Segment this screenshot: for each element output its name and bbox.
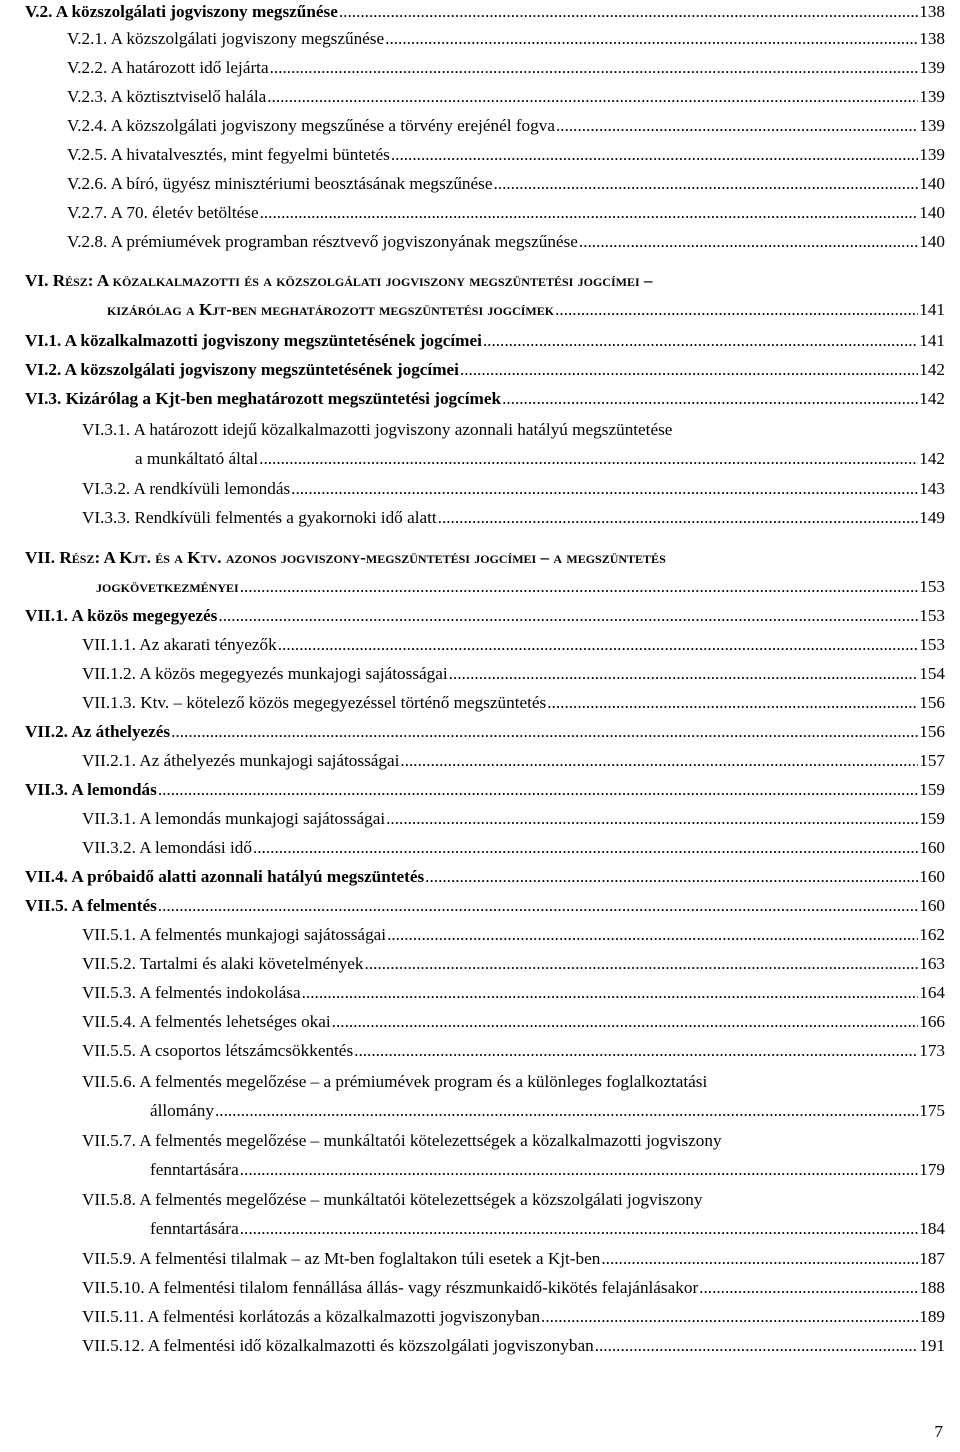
toc-page-number: 141 bbox=[919, 331, 945, 350]
toc-leader-dots bbox=[215, 1101, 918, 1121]
toc-entry[interactable] bbox=[25, 389, 945, 409]
toc-leader-dots bbox=[339, 2, 918, 22]
toc-entry-label: VII.5.3. A felmentés indokolása bbox=[82, 983, 301, 1002]
toc-entry-label: VII.2. Az áthelyezés bbox=[25, 722, 171, 741]
toc-entry-label: VII.5.10. A felmentési tilalom fennállása állás- vagy részmunkaidő-kikötés felajánlásakor bbox=[82, 1278, 699, 1297]
toc-leader-dots bbox=[260, 203, 919, 223]
toc-entry[interactable] bbox=[82, 1336, 945, 1356]
toc-page-number: 142 bbox=[919, 360, 945, 379]
toc-entry-label-continued: jogkövetkezményei bbox=[96, 577, 239, 596]
toc-entry-label: V.2.7. A 70. életév betöltése bbox=[67, 203, 259, 222]
toc-page-number: 153 bbox=[919, 635, 945, 654]
toc-entry[interactable] bbox=[67, 116, 945, 136]
toc-leader-dots bbox=[240, 577, 919, 597]
toc-entry-label: V.2.5. A hivatalvesztés, mint fegyelmi büntetés bbox=[67, 145, 390, 164]
toc-page-number: 156 bbox=[919, 722, 945, 741]
toc-leader-dots bbox=[555, 300, 918, 320]
toc-page-number: 166 bbox=[919, 1012, 945, 1031]
toc-leader-dots bbox=[386, 809, 918, 829]
toc-page-number: 142 bbox=[919, 449, 945, 468]
toc-leader-dots bbox=[259, 449, 918, 469]
toc-entry-label: VII. Rész: A Kjt. és a Ktv. azonos jogviszony-megszüntetési jogcímei – a megszüntetés bbox=[25, 548, 666, 567]
toc-leader-dots bbox=[595, 1336, 919, 1356]
toc-entry[interactable] bbox=[25, 548, 945, 597]
toc-page-number: 142 bbox=[919, 389, 945, 408]
toc-page-number: 139 bbox=[919, 116, 945, 135]
toc-leader-dots bbox=[171, 722, 918, 742]
toc-entry-label: VII.5.2. Tartalmi és alaki követelmények bbox=[82, 954, 364, 973]
toc-entry-label: VII.1.2. A közös megegyezés munkajogi sajátosságai bbox=[82, 664, 448, 683]
toc-entry[interactable] bbox=[67, 203, 945, 223]
toc-page-number: 141 bbox=[919, 300, 945, 319]
toc-page-number: 159 bbox=[919, 780, 945, 799]
toc-entry[interactable] bbox=[82, 1041, 945, 1061]
toc-entry-label: VII.3. A lemondás bbox=[25, 780, 157, 799]
toc-leader-dots bbox=[579, 232, 918, 252]
toc-entry-label: VII.5.7. A felmentés megelőzése – munkáltatói kötelezettségek a közalkalmazotti jogviszony bbox=[82, 1131, 722, 1150]
toc-entry-label: V.2. A közszolgálati jogviszony megszűnése bbox=[25, 2, 338, 21]
toc-page-number: 157 bbox=[919, 751, 945, 770]
toc-entry[interactable] bbox=[25, 331, 945, 351]
toc-entry-label: VII.5.8. A felmentés megelőzése – munkáltatói kötelezettségek a közszolgálati jogviszony bbox=[82, 1190, 703, 1209]
toc-page-number: 143 bbox=[919, 479, 945, 498]
toc-page-number: 179 bbox=[919, 1160, 945, 1179]
toc-leader-dots bbox=[547, 693, 918, 713]
toc-entry-label-continued: a munkáltató által bbox=[135, 449, 259, 468]
toc-entry[interactable] bbox=[82, 838, 945, 858]
toc-entry-label: VII.5.12. A felmentési idő közalkalmazotti és közszolgálati jogviszonyban bbox=[82, 1336, 594, 1355]
toc-entry-label: VII.1.3. Ktv. – kötelező közös megegyezéssel történő megszüntetés bbox=[82, 693, 547, 712]
toc-leader-dots bbox=[332, 1012, 919, 1032]
toc-entry[interactable] bbox=[25, 606, 945, 626]
toc-entry-label: VI.3. Kizárólag a Kjt-ben meghatározott megszüntetési jogcímek bbox=[25, 389, 502, 408]
toc-entry[interactable] bbox=[82, 420, 945, 469]
toc-entry-label: VII.1.1. Az akarati tényezők bbox=[82, 635, 277, 654]
toc-entry[interactable] bbox=[82, 925, 945, 945]
toc-entry-label: V.2.6. A bíró, ügyész minisztériumi beosztásának megszűnése bbox=[67, 174, 493, 193]
toc-leader-dots bbox=[253, 838, 918, 858]
toc-entry-label: VI.3.3. Rendkívüli felmentés a gyakornoki idő alatt bbox=[82, 508, 437, 527]
toc-leader-dots bbox=[460, 360, 918, 380]
toc-entry[interactable] bbox=[67, 87, 945, 107]
toc-entry-label: VII.5.9. A felmentési tilalmak – az Mt-ben foglaltakon túli esetek a Kjt-ben bbox=[82, 1249, 601, 1268]
toc-leader-dots bbox=[354, 1041, 918, 1061]
toc-leader-dots bbox=[425, 867, 918, 887]
page-number: 7 bbox=[934, 1422, 943, 1441]
toc-entry-label: VII.1. A közös megegyezés bbox=[25, 606, 218, 625]
toc-entry[interactable] bbox=[25, 271, 945, 320]
toc-page-number: 138 bbox=[919, 29, 945, 48]
toc-page-number: 160 bbox=[919, 838, 945, 857]
toc-entry-label: VII.4. A próbaidő alatti azonnali hatályú megszüntetés bbox=[25, 867, 425, 886]
toc-page-number: 156 bbox=[919, 693, 945, 712]
toc-entry[interactable] bbox=[82, 508, 945, 528]
toc-entry-label: VII.5.1. A felmentés munkajogi sajátosságai bbox=[82, 925, 387, 944]
toc-entry[interactable] bbox=[82, 1190, 945, 1239]
toc-entry-label: VI.2. A közszolgálati jogviszony megszüntetésének jogcímei bbox=[25, 360, 459, 379]
toc-entry[interactable] bbox=[82, 1012, 945, 1032]
toc-leader-dots bbox=[240, 1160, 918, 1180]
toc-leader-dots bbox=[493, 174, 918, 194]
toc-page-number: 153 bbox=[919, 577, 945, 596]
toc-entry[interactable] bbox=[25, 867, 945, 887]
toc-entry[interactable] bbox=[25, 722, 945, 742]
toc-entry[interactable] bbox=[82, 751, 945, 771]
toc-leader-dots bbox=[158, 780, 918, 800]
toc-entry[interactable] bbox=[82, 1072, 945, 1121]
toc-entry[interactable] bbox=[82, 954, 945, 974]
toc-entry[interactable] bbox=[67, 174, 945, 194]
toc-leader-dots bbox=[541, 1307, 918, 1327]
toc-entry-label: VII.5.4. A felmentés lehetséges okai bbox=[82, 1012, 331, 1031]
toc-entry-label: V.2.2. A határozott idő lejárta bbox=[67, 58, 269, 77]
toc-page-number: 139 bbox=[919, 87, 945, 106]
toc-entry[interactable] bbox=[25, 2, 945, 22]
toc-entry[interactable] bbox=[67, 29, 945, 49]
toc-leader-dots bbox=[302, 983, 919, 1003]
toc-entry-label: VI.3.1. A határozott idejű közalkalmazotti jogviszony azonnali hatályú megszüntetése bbox=[82, 420, 673, 439]
toc-leader-dots bbox=[601, 1249, 918, 1269]
toc-entry-label: V.2.4. A közszolgálati jogviszony megszűnése a törvény erejénél fogva bbox=[67, 116, 555, 135]
toc-page-number: 184 bbox=[919, 1219, 945, 1238]
toc-page-number: 173 bbox=[919, 1041, 945, 1060]
toc-entry[interactable] bbox=[82, 693, 945, 713]
toc-leader-dots bbox=[387, 925, 918, 945]
toc-entry-label-continued: fenntartására bbox=[150, 1160, 239, 1179]
toc-leader-dots bbox=[502, 389, 918, 409]
toc-leader-dots bbox=[218, 606, 918, 626]
toc-entry-label-continued: állomány bbox=[150, 1101, 214, 1120]
toc-entry-label: VII.5. A felmentés bbox=[25, 896, 157, 915]
toc-entry[interactable] bbox=[82, 1131, 945, 1180]
toc-page-number: 191 bbox=[919, 1336, 945, 1355]
toc-page-number: 153 bbox=[919, 606, 945, 625]
toc-leader-dots bbox=[270, 58, 919, 78]
toc-leader-dots bbox=[400, 751, 918, 771]
toc-entry[interactable] bbox=[82, 983, 945, 1003]
toc-entry-label: V.2.8. A prémiumévek programban résztvevő jogviszonyának megszűnése bbox=[67, 232, 578, 251]
toc-leader-dots bbox=[556, 116, 918, 136]
toc-entry-label-continued: kizárólag a Kjt-ben meghatározott megszüntetési jogcímek bbox=[107, 300, 555, 319]
toc-page-number: 140 bbox=[919, 203, 945, 222]
toc-entry-label: VI.1. A közalkalmazotti jogviszony megszüntetésének jogcímei bbox=[25, 331, 482, 350]
toc-entry-label: V.2.1. A közszolgálati jogviszony megszűnése bbox=[67, 29, 385, 48]
toc-entry[interactable] bbox=[82, 809, 945, 829]
toc-leader-dots bbox=[278, 635, 919, 655]
toc-entry[interactable] bbox=[82, 664, 945, 684]
toc-entry-label: VII.2.1. Az áthelyezés munkajogi sajátosságai bbox=[82, 751, 400, 770]
toc-page-number: 149 bbox=[919, 508, 945, 527]
toc-leader-dots bbox=[438, 508, 919, 528]
toc-entry-label: VII.5.11. A felmentési korlátozás a közalkalmazotti jogviszonyban bbox=[82, 1307, 541, 1326]
toc-entry[interactable] bbox=[25, 360, 945, 380]
toc-leader-dots bbox=[483, 331, 918, 351]
toc-page-number: 189 bbox=[919, 1307, 945, 1326]
toc-entry-label: VII.3.2. A lemondási idő bbox=[82, 838, 252, 857]
toc-page-number: 140 bbox=[919, 232, 945, 251]
toc-entry[interactable] bbox=[67, 58, 945, 78]
toc-leader-dots bbox=[391, 145, 918, 165]
toc-entry[interactable] bbox=[82, 1278, 945, 1298]
toc-entry[interactable] bbox=[25, 896, 945, 916]
toc-entry[interactable] bbox=[82, 1307, 945, 1327]
toc-entry[interactable] bbox=[82, 479, 945, 499]
toc-page-number: 175 bbox=[919, 1101, 945, 1120]
toc-entry[interactable] bbox=[82, 635, 945, 655]
toc-leader-dots bbox=[385, 29, 918, 49]
toc-entry[interactable] bbox=[25, 780, 945, 800]
toc-page-number: 138 bbox=[919, 2, 945, 21]
toc-page-number: 160 bbox=[919, 896, 945, 915]
toc-entry-label: VII.5.5. A csoportos létszámcsökkentés bbox=[82, 1041, 354, 1060]
toc-page-number: 162 bbox=[919, 925, 945, 944]
toc-page-number: 188 bbox=[919, 1278, 945, 1297]
toc-leader-dots bbox=[240, 1219, 918, 1239]
toc-page-number: 187 bbox=[919, 1249, 945, 1268]
toc-page-number: 139 bbox=[919, 58, 945, 77]
toc-page-number: 139 bbox=[919, 145, 945, 164]
toc-page-number: 140 bbox=[919, 174, 945, 193]
toc-entry-label: VI.3.2. A rendkívüli lemondás bbox=[82, 479, 291, 498]
toc-leader-dots bbox=[449, 664, 919, 684]
toc-entry-label-continued: fenntartására bbox=[150, 1219, 239, 1238]
toc-leader-dots bbox=[267, 87, 918, 107]
toc-page-number: 154 bbox=[919, 664, 945, 683]
toc-entry-label: VII.5.6. A felmentés megelőzése – a prémiumévek program és a különleges foglalkoztatási bbox=[82, 1072, 708, 1091]
toc-page-number: 160 bbox=[919, 867, 945, 886]
toc-leader-dots bbox=[365, 954, 919, 974]
toc-entry-label: V.2.3. A köztisztviselő halála bbox=[67, 87, 267, 106]
toc-entry-label: VI. Rész: A közalkalmazotti és a közszolgálati jogviszony megszüntetési jogcímei – bbox=[25, 271, 653, 290]
toc-page-number: 164 bbox=[919, 983, 945, 1002]
toc-entry[interactable] bbox=[82, 1249, 945, 1269]
toc-leader-dots bbox=[699, 1278, 918, 1298]
toc-entry-label: VII.3.1. A lemondás munkajogi sajátosságai bbox=[82, 809, 386, 828]
toc-page-number: 159 bbox=[919, 809, 945, 828]
toc-entry[interactable] bbox=[67, 232, 945, 252]
toc-leader-dots bbox=[291, 479, 918, 499]
toc-page-number: 163 bbox=[919, 954, 945, 973]
toc-entry[interactable] bbox=[67, 145, 945, 165]
toc-leader-dots bbox=[158, 896, 918, 916]
